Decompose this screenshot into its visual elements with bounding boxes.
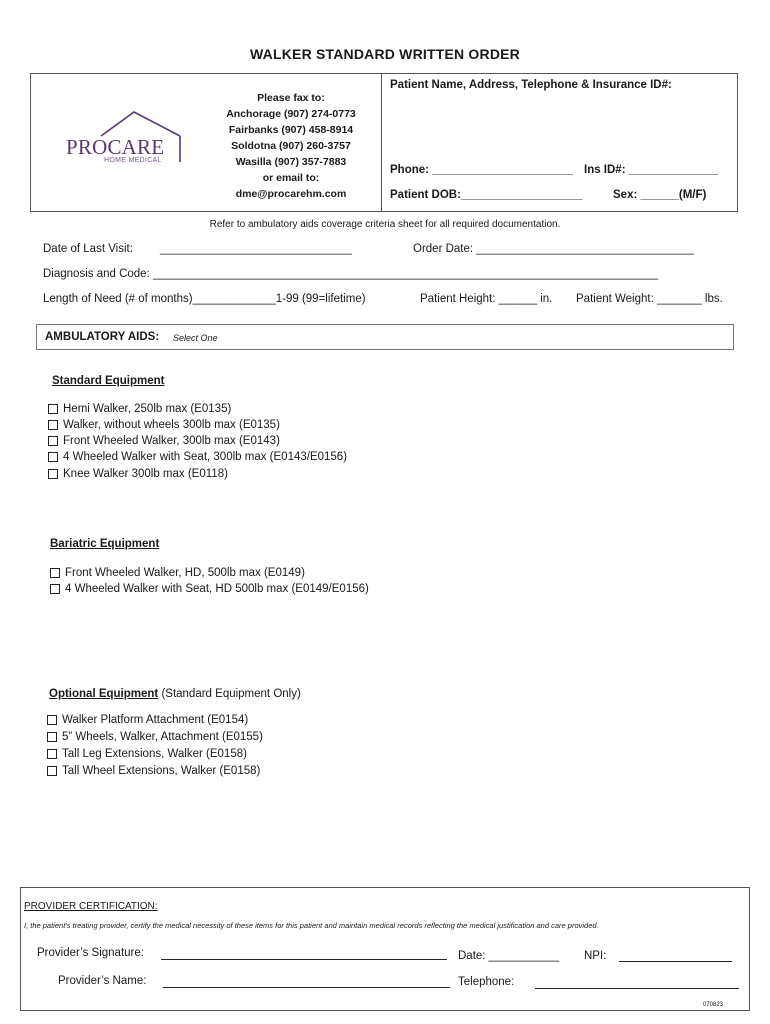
standard-equipment-heading: Standard Equipment [52, 375, 165, 387]
checkbox[interactable] [48, 436, 58, 446]
npi-label: NPI: [584, 950, 607, 962]
fax-line: Soldotna (907) 260-3757 [231, 140, 351, 152]
diagnosis-field[interactable]: Diagnosis and Code: _______________________________________________________________________________ [43, 268, 659, 280]
checkbox[interactable] [48, 469, 58, 479]
checkbox[interactable] [48, 452, 58, 462]
optional-equipment-heading: Optional Equipment [49, 688, 159, 700]
dob-field[interactable]: Patient DOB:___________________ [390, 189, 583, 201]
item-label: Knee Walker 300lb max (E0118) [63, 468, 228, 480]
length-of-need-field[interactable]: Length of Need (# of months)_____________1-99 (99=lifetime) [43, 293, 366, 305]
item-label: Walker, without wheels 300lb max (E0135) [63, 419, 280, 431]
checkbox[interactable] [47, 766, 57, 776]
patient-info-heading: Patient Name, Address, Telephone & Insurance ID#: [390, 79, 672, 91]
list-item[interactable] [48, 468, 228, 480]
list-item[interactable] [47, 748, 247, 760]
npi-line[interactable] [619, 961, 732, 962]
logo-subtitle: HOME MEDICAL [104, 157, 162, 164]
item-label: 4 Wheeled Walker with Seat, HD 500lb max (E0149/E0156) [65, 583, 369, 595]
optional-equipment-heading-row [49, 688, 301, 700]
checkbox[interactable] [47, 749, 57, 759]
list-item[interactable] [47, 731, 263, 743]
provider-name-line[interactable] [163, 987, 450, 988]
item-label: Front Wheeled Walker, HD, 500lb max (E0149) [65, 567, 305, 579]
certification-heading: PROVIDER CERTIFICATION: [24, 901, 158, 912]
fax-info [206, 90, 376, 202]
checkbox[interactable] [48, 420, 58, 430]
checkbox[interactable] [47, 732, 57, 742]
bariatric-equipment-heading: Bariatric Equipment [50, 538, 160, 550]
certification-statement: I, the patient's treating provider, certify the medical necessity of these items for this patient and maintain medical records reflecting the medical justification and care provided. [24, 921, 599, 930]
form-code: 070823 [703, 1002, 724, 1008]
checkbox[interactable] [47, 715, 57, 725]
select-one-hint: Select One [173, 333, 218, 343]
list-item[interactable] [48, 451, 347, 463]
item-label: Tall Wheel Extensions, Walker (E0158) [62, 765, 261, 777]
item-label: Front Wheeled Walker, 300lb max (E0143) [63, 435, 280, 447]
ambulatory-aids-label: AMBULATORY AIDS: [45, 331, 160, 343]
height-field[interactable]: Patient Height: ______ in. [420, 293, 553, 305]
fax-line: Fairbanks (907) 458-8914 [228, 124, 354, 136]
telephone-label: Telephone: [458, 976, 515, 988]
list-item[interactable] [48, 419, 280, 431]
procare-logo [66, 110, 186, 170]
item-label: Hemi Walker, 250lb max (E0135) [63, 403, 232, 415]
list-item[interactable] [48, 435, 280, 447]
fax-line: Anchorage (907) 274-0773 [226, 108, 356, 120]
date-field[interactable]: Date: ___________ [458, 950, 560, 962]
order-date-field[interactable]: Order Date: __________________________________ [413, 243, 694, 255]
signature-label: Provider’s Signature: [37, 947, 144, 959]
last-visit-field[interactable]: ______________________________ [160, 243, 352, 255]
sex-field[interactable]: Sex: ______(M/F) [613, 189, 707, 201]
checkbox[interactable] [50, 568, 60, 578]
item-label: 4 Wheeled Walker with Seat, 300lb max (E0143/E0156) [63, 451, 348, 463]
fax-email: dme@procarehm.com [235, 188, 347, 200]
item-label: Walker Platform Attachment (E0154) [62, 714, 249, 726]
list-item[interactable] [48, 403, 231, 415]
logo-wordmark: PROCARE [66, 135, 165, 159]
list-item[interactable] [50, 583, 369, 595]
list-item[interactable] [47, 765, 260, 777]
item-label: Tall Leg Extensions, Walker (E0158) [62, 748, 247, 760]
optional-equipment-note: (Standard Equipment Only) [158, 688, 301, 700]
fax-heading: Please fax to: [257, 92, 325, 104]
provider-name-label: Provider’s Name: [58, 975, 147, 987]
list-item[interactable] [50, 567, 305, 579]
signature-line[interactable] [161, 959, 447, 960]
fax-line: Wasilla (907) 357-7883 [235, 156, 347, 168]
phone-field[interactable]: Phone: ______________________ [390, 164, 573, 176]
form-title: WALKER STANDARD WRITTEN ORDER [250, 46, 520, 62]
coverage-note: Refer to ambulatory aids coverage criteria sheet for all required documentation. [209, 219, 561, 230]
last-visit-label: Date of Last Visit: [43, 243, 133, 255]
item-label: 5” Wheels, Walker, Attachment (E0155) [62, 731, 263, 743]
fax-line: or email to: [262, 172, 320, 184]
telephone-line[interactable] [535, 988, 739, 989]
checkbox[interactable] [50, 584, 60, 594]
ins-id-field[interactable]: Ins ID#: ______________ [584, 164, 719, 176]
list-item[interactable] [47, 714, 248, 726]
checkbox[interactable] [48, 404, 58, 414]
weight-field[interactable]: Patient Weight: _______ lbs. [576, 293, 723, 305]
